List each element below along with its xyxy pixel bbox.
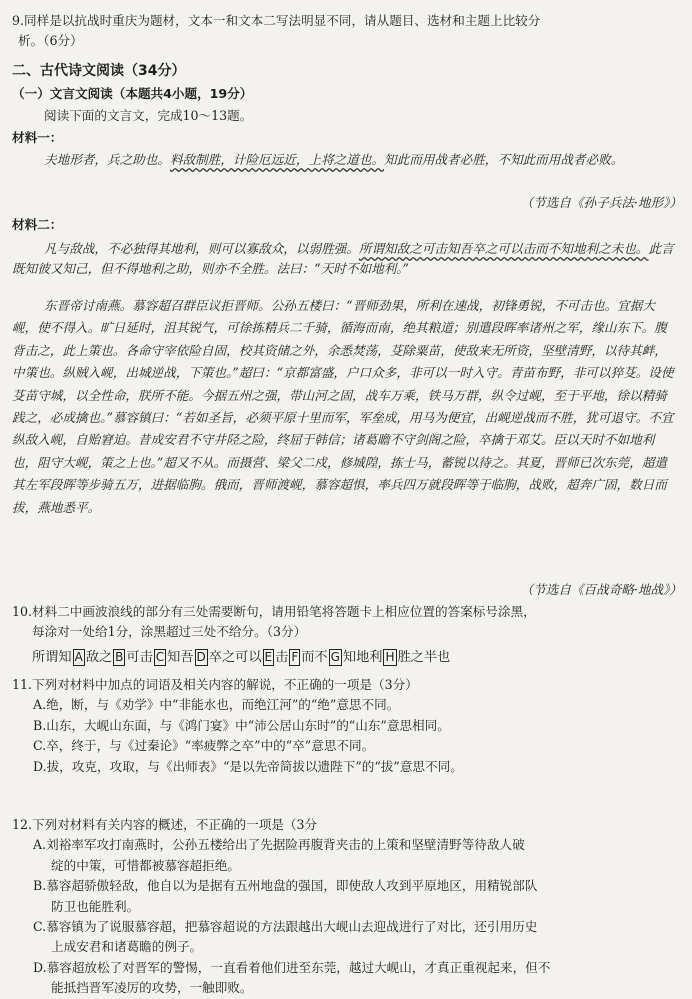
question-10 — [12, 602, 676, 643]
material-1-source: （节选自《孙子兵法·地形》） — [520, 195, 682, 210]
subsection-title: （一）文言文阅读（本题共4小题，19分） — [12, 86, 253, 101]
question-12-option-b-line1: B.慕容超骄傲轻敌，他自以为是据有五州地盘的强国，即使敌人攻到平原地区，用精锐部队 — [33, 878, 538, 894]
material-1-label: 材料一： — [12, 130, 63, 145]
answer-text-segment: 胜之半也 — [397, 650, 451, 665]
answer-text-segment: 击 — [275, 650, 289, 665]
question-10-line2: 每涂对一处给1分，涂黑超过三处不给分。（3分） — [32, 624, 307, 640]
material-1-text — [12, 150, 674, 170]
question-10-answer-sequence — [32, 647, 450, 668]
question-12 — [12, 815, 676, 999]
answer-box-e[interactable]: E — [264, 650, 273, 664]
material-2-label: 材料二： — [12, 217, 63, 232]
material-2-source: （节选自《百战奇略·地战》） — [520, 582, 682, 597]
question-10-line1: 10.材料二中画波浪线的部分有三处需要断句，请用铅笔将答题卡上相应位置的答案标号涂黑， — [12, 604, 536, 619]
answer-box-h[interactable]: H — [385, 650, 395, 664]
question-9 — [12, 11, 677, 52]
question-11-option-b: B.山东，大岘山东面，与《鸿门宴》中“沛公居山东时”的“山东”意思相同。 — [33, 717, 450, 733]
question-11-option-d: D.拔，攻克，攻取，与《出师表》“是以先帝简拔以遗陛下”的“拔”意思不同。 — [33, 758, 463, 774]
question-11-option-c: C.卒，终于，与《过秦论》“率疲弊之卒”中的“卒”意思不同。 — [33, 738, 375, 754]
question-12-option-a-line1: A.刘裕率军攻打南燕时，公孙五楼给出了先据险再腹背夹击的上策和坚壁清野等待敌人破 — [33, 837, 525, 853]
question-11 — [12, 675, 676, 777]
section-title: 二、古代诗文阅读（34分） — [12, 63, 186, 79]
question-12-option-c-line2: 上成安君和诸葛瞻的例子。 — [51, 939, 203, 955]
material-2-paragraph-2: 东晋帝讨南燕。慕容超召群臣议拒晋师。公孙五楼曰：“晋师劲果，所利在速战，初锋勇锐，不可击也。宜据大岘，使不得入。旷日延时，沮其锐气，可徐拣精兵二千骑，循海而南，绝其粮道；别遣段晖率诸州之军，缘山东下。腹背击之，此上策也。各命守宰依险自固，校其资储之外，余悉焚荡，芟除粟苗，使敌来无所资，坚壁清野，以待其衅，中策也。纵贼入岘，出城逆战，下策也。”超曰：“京都富盛，户口众多，非可以一时入守。青苗布野，非可以猝芟。设使芟苗守城，以全性命，朕所不能。今据五州之强，带山河之固，战车万乘，铁马万群，纵令过岘，至于平地，徐以精骑践之，必成擒也。”慕容镇曰：“若如圣旨，必须平原十里而军，军垒成，用马为便宜，出岘逆战而不胜，犹可退守。不宜纵敌入岘，自贻窘迫。昔成安君不守井陉之险，终屈于韩信；诸葛瞻不守剑阁之险，卒擒于邓艾。臣以天时不如地利也，阻守大岘，策之上也。”超又不从。而摄营、梁父二戍，修城隍，拣士马，蓄锐以待之。其夏，晋师已次东莞，超遣其左军段晖等步骑五万，进据临朐。俄而，晋师渡岘，慕容超惧，率兵四万就段晖等于临朐，战败，超奔广固，数日而拔，燕地悉平。 — [12, 298, 674, 515]
material-1-text-a: 夫地形者，兵之助也。 — [44, 152, 170, 167]
question-12-option-a-line2: 绽的中策，可惜都被慕容超拒绝。 — [51, 857, 240, 873]
answer-box-d[interactable]: D — [196, 650, 206, 664]
question-12-option-c — [12, 917, 676, 958]
question-12-option-d — [12, 958, 676, 999]
question-12-option-c-line1: C.慕容镇为了说服慕容超，把慕容超说的方法跟越出大岘山去迎战进行了对比，还引用历史 — [33, 918, 538, 934]
material-2-p1-a: 凡与敌战，不必独得其地利，则可以寡敌众，以弱胜强。 — [44, 241, 359, 256]
question-12-option-a — [12, 835, 676, 876]
question-9-line2: 析。（6分） — [18, 33, 83, 49]
question-12-option-b-line2: 防卫也能胜利。 — [51, 898, 140, 914]
material-2-wavy-sentence: 所谓知敌之可击知吾卒之可以击而不知地利之未也。 — [358, 241, 649, 256]
answer-text-segment: 所谓知 — [32, 650, 72, 665]
answer-text-segment: 知吾 — [167, 650, 194, 665]
material-2-p1-b: 此言既知彼又知己，但不得地利之助，则亦不全胜。法曰：“天时不如地利。” — [12, 241, 674, 277]
answer-text-segment: 卒之可以 — [208, 650, 262, 665]
answer-text-segment: 知地利 — [342, 650, 383, 665]
material-2-paragraph-1 — [12, 239, 674, 280]
answer-box-a[interactable]: A — [74, 650, 83, 664]
answer-text-segment: 敌之 — [85, 650, 113, 665]
question-11-stem: 11.下列对材料中加点的词语及相关内容的解说，不正确的一项是（3分） — [12, 677, 418, 692]
answer-box-c[interactable]: C — [155, 650, 165, 664]
question-12-stem: 12.下列对材料有关内容的概述，不正确的一项是（3分 — [12, 817, 318, 832]
question-9-line1: 9.同样是以抗战时重庆为题材，文本一和文本二写法明显不同，请从题目、选材和主题上比较分 — [12, 13, 541, 28]
material-1-text-b: 知此而用战者必胜，不知此而用战者必败。 — [384, 152, 624, 167]
material-1-wavy-text: 料敌制胜，计险厄远近，上将之道也。 — [169, 152, 385, 167]
question-11-option-a: A.绝，断，与《劝学》中“非能水也，而绝江河”的“绝”意思不同。 — [33, 697, 400, 713]
answer-box-f[interactable]: F — [291, 650, 299, 664]
question-12-option-b — [12, 876, 676, 917]
question-12-option-d-line2: 能抵挡晋军凌厉的攻势，一触即败。 — [51, 980, 253, 996]
answer-box-g[interactable]: G — [330, 650, 340, 664]
answer-text-segment: 而不 — [301, 650, 328, 665]
answer-text-segment: 可击 — [126, 650, 153, 665]
reading-instruction: 阅读下面的文言文，完成10～13题。 — [44, 108, 253, 123]
question-12-option-d-line1: D.慕容超放松了对晋军的警惕，一直看着他们进至东莞，越过大岘山，才真正重视起来，但不 — [33, 959, 551, 975]
answer-box-b[interactable]: B — [115, 650, 124, 664]
